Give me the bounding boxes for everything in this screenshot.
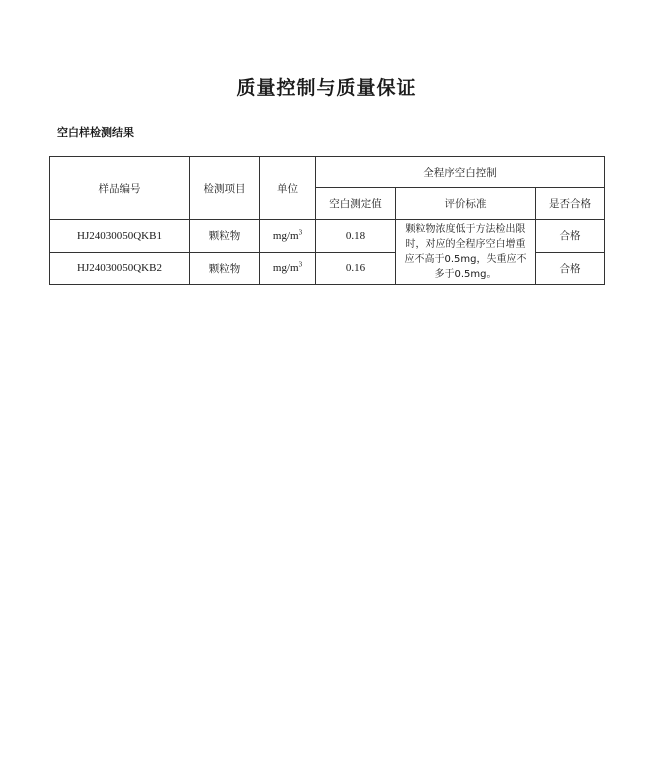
unit-exponent: 3 bbox=[298, 260, 303, 269]
cell-measured-value: 0.18 bbox=[316, 220, 396, 253]
blank-sample-results-table bbox=[49, 156, 605, 285]
cell-unit bbox=[260, 220, 316, 253]
header-test-item: 检测项目 bbox=[190, 157, 260, 220]
unit-base: mg/m bbox=[272, 262, 299, 275]
table-header-row-1 bbox=[50, 157, 605, 188]
cell-sample-id: HJ24030050QKB1 bbox=[50, 220, 190, 253]
unit-base: mg/m bbox=[272, 229, 299, 242]
header-qualified: 是否合格 bbox=[536, 188, 605, 220]
header-unit: 单位 bbox=[260, 157, 316, 220]
cell-test-item: 颗粒物 bbox=[190, 220, 260, 253]
cell-qualified: 合格 bbox=[536, 220, 605, 253]
header-criteria: 评价标准 bbox=[396, 188, 536, 220]
table-row bbox=[50, 220, 605, 253]
header-full-procedure-blank-control: 全程序空白控制 bbox=[316, 157, 605, 188]
cell-unit bbox=[260, 252, 316, 285]
cell-sample-id: HJ24030050QKB2 bbox=[50, 252, 190, 285]
cell-criteria: 颗粒物浓度低于方法检出限时，对应的全程序空白增重应不高于0.5mg，失重应不多于0.5mg。 bbox=[396, 220, 536, 285]
page-title: 质量控制与质量保证 bbox=[236, 77, 417, 99]
header-measured-value: 空白测定值 bbox=[316, 188, 396, 220]
header-sample-id: 样品编号 bbox=[50, 157, 190, 220]
cell-measured-value: 0.16 bbox=[316, 252, 396, 285]
cell-test-item: 颗粒物 bbox=[190, 252, 260, 285]
cell-qualified: 合格 bbox=[536, 252, 605, 285]
unit-exponent: 3 bbox=[298, 228, 303, 237]
section-title: 空白样检测结果 bbox=[57, 126, 134, 139]
